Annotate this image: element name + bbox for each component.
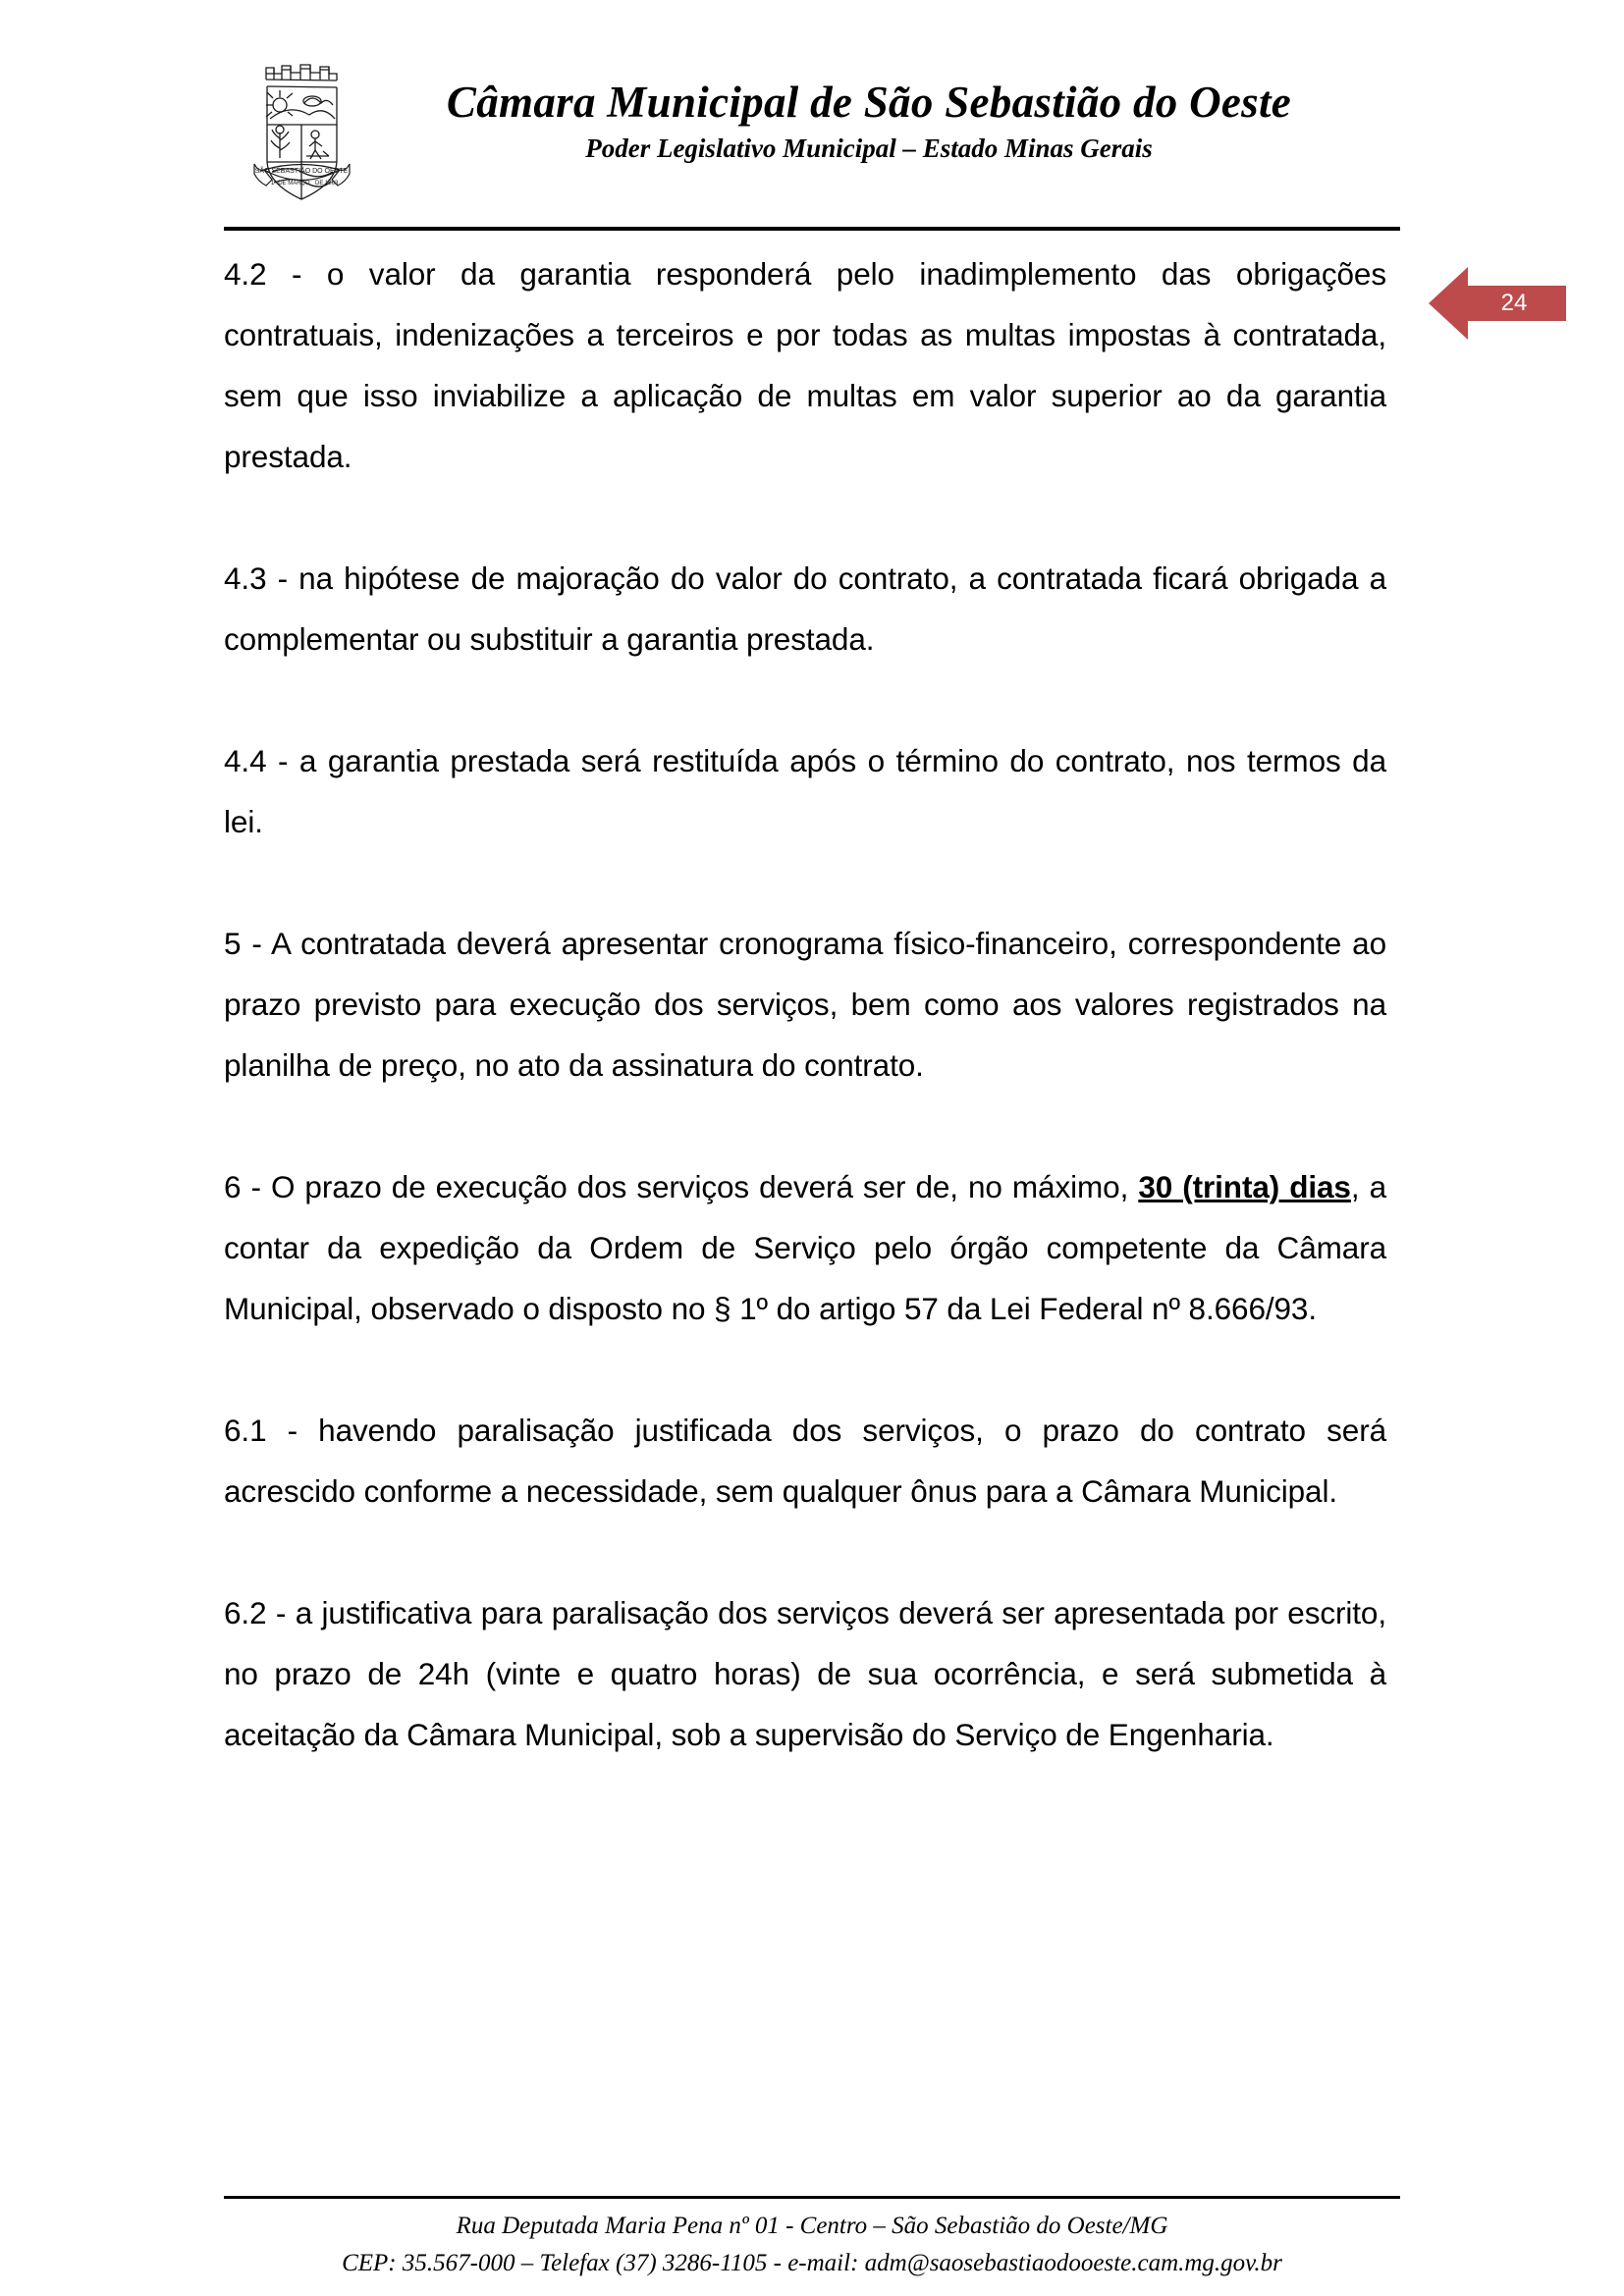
header-divider	[224, 227, 1400, 231]
paragraph-4-4: 4.4 - a garantia prestada será restituída após o término do contrato, nos termos da lei.	[224, 743, 1386, 839]
paragraph-6-text-before: 6 - O prazo de execução dos serviços deverá ser de, no máximo,	[224, 1169, 1139, 1204]
left-arrow-icon	[1429, 264, 1566, 343]
document-body	[224, 243, 1386, 1765]
svg-text:DE 1963: DE 1963	[315, 181, 339, 187]
organization-subtitle: Poder Legislativo Municipal – Estado Minas Gerais	[585, 133, 1153, 163]
svg-text:SÃO SEBASTIÃO DO OESTE: SÃO SEBASTIÃO DO OESTE	[254, 168, 349, 175]
paragraph-6-2: 6.2 - a justificativa para paralisação dos serviços deverá ser apresentada por escrito, no prazo de 24h (vinte e quatro horas) de sua ocorrência, e será submetida à aceitação da Câmara Municipal, sob a supervisão do Serviço de Engenharia.	[224, 1595, 1386, 1752]
paragraph-6-text-after: , a contar da expedição da Ordem de Serviço pelo órgão competente da Câmara Municipal, observado o disposto no § 1º do artigo 57 da Lei Federal nº 8.666/93.	[224, 1169, 1386, 1326]
paragraph-4-2: 4.2 - o valor da garantia responderá pelo inadimplemento das obrigações contratuais, indenizações a terceiros e por todas as multas impostas à contratada, sem que isso inviabilize a aplicação de multas em valor superior ao da garantia prestada.	[224, 256, 1386, 474]
paragraph-5: 5 - A contratada deverá apresentar cronograma físico-financeiro, correspondente ao prazo previsto para execução dos serviços, bem como aos valores registrados na planilha de preço, no ato da assinatura do contrato.	[224, 926, 1386, 1083]
footer-divider	[224, 2196, 1400, 2199]
organization-title: Câmara Municipal de São Sebastião do Oeste	[446, 78, 1292, 127]
paragraph-4-3: 4.3 - na hipótese de majoração do valor do contrato, a contratada ficará obrigada a complementar ou substituir a garantia prestada.	[224, 561, 1386, 657]
paragraph-6	[224, 1156, 1386, 1339]
footer-contact: CEP: 35.567-000 – Telefax (37) 3286-1105 - e-mail: adm@saosebastiaodooeste.cam.mg.gov.br	[342, 2250, 1282, 2276]
page-header	[0, 0, 1624, 231]
footer-contact-block	[223, 2208, 1401, 2282]
svg-text:1º DE MARÇO: 1º DE MARÇO	[271, 181, 310, 187]
header-titles	[373, 77, 1365, 166]
coat-of-arms-icon	[250, 54, 353, 206]
annotation-page-number: 24	[1500, 290, 1528, 316]
footer-address: Rua Deputada Maria Pena nº 01 - Centro – São Sebastião do Oeste/MG	[456, 2213, 1168, 2239]
paragraph-6-1: 6.1 - havendo paralisação justificada dos serviços, o prazo do contrato será acrescido conforme a necessidade, sem qualquer ônus para a Câmara Municipal.	[224, 1413, 1386, 1509]
paragraph-6-emphasis-prazo: 30 (trinta) dias	[1138, 1169, 1351, 1204]
page-footer	[0, 2109, 1624, 2296]
page-annotation-arrow[interactable]	[1429, 264, 1566, 343]
